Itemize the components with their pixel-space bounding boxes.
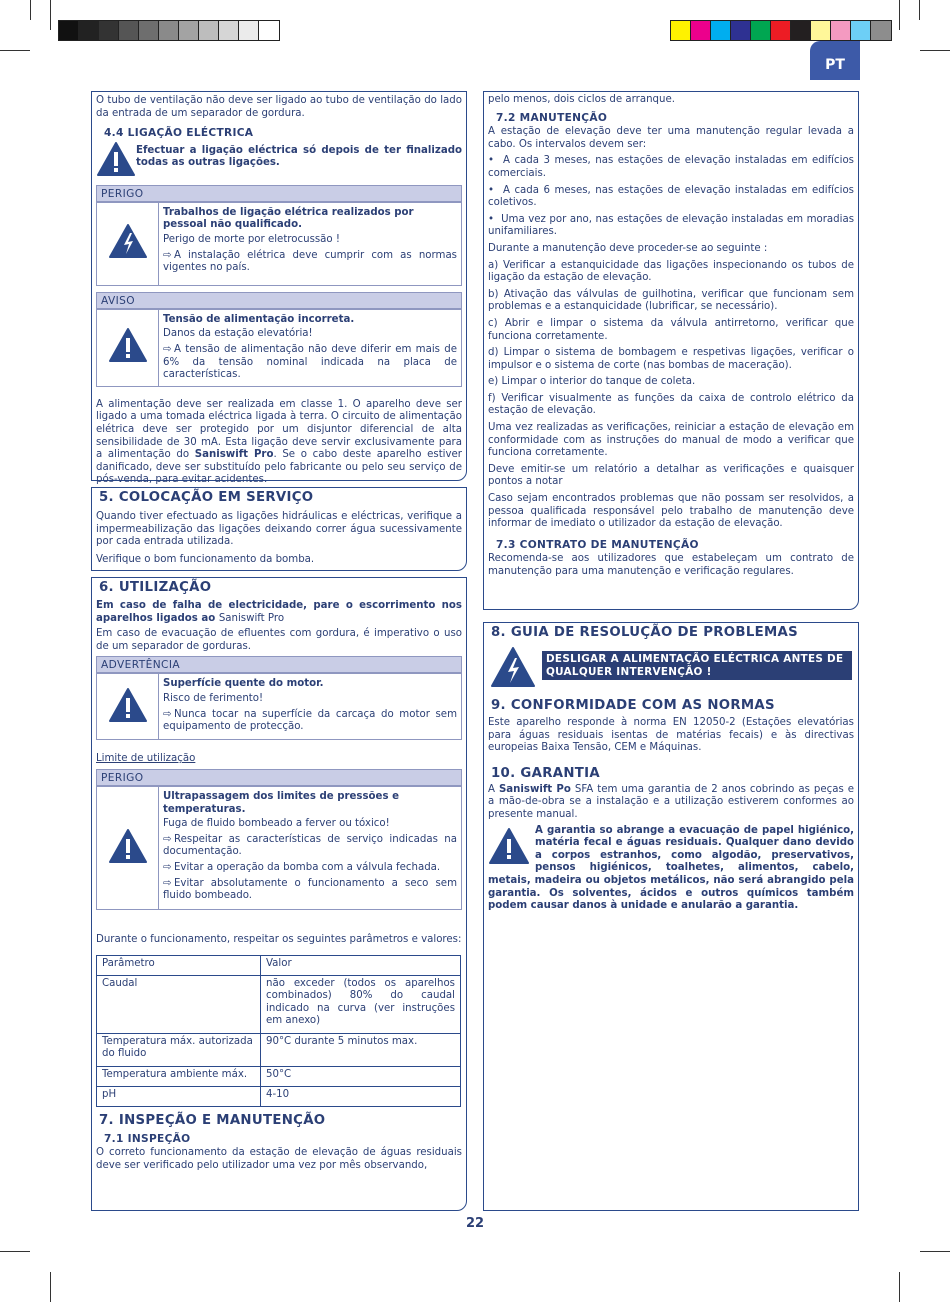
arrow-right-icon: ⇨ (163, 833, 172, 845)
box-electrical (91, 91, 467, 486)
pressure-danger-content (159, 786, 462, 909)
color-swatch (771, 21, 791, 40)
compliance-text: Este aparelho responde à norma EN 12050-2 (Estações elevatórias para águas residuais isentas de matérias fecais) e às directivas europeias Baixa Tensão, CEM e Máquinas. (488, 717, 854, 754)
color-swatch (851, 21, 871, 40)
interval-item: • A cada 6 meses, nas estações de elevação instaladas em edifícios coletivos. (488, 184, 854, 209)
color-swatch (751, 21, 771, 40)
notice-item: ⇨ A tensão de alimentação não deve diferir em mais de 6% da tensão nominal indicada na placa de características. (163, 343, 457, 381)
crop-mark (50, 0, 51, 30)
arrow-right-icon: ⇨ (163, 249, 172, 261)
color-swatch (59, 21, 79, 40)
color-swatch (79, 21, 99, 40)
pressure-danger-item: ⇨ Evitar absolutamente o funcionamento a seco sem fluido bombeado. (163, 877, 457, 902)
crop-mark (920, 1251, 950, 1252)
crop-mark (0, 1251, 30, 1252)
notice-title: Tensão de alimentação incorreta. (163, 313, 355, 325)
pressure-danger-table (96, 786, 462, 910)
disconnect-warning (488, 646, 854, 688)
table-row (97, 1086, 461, 1106)
parameters-table (96, 955, 461, 1107)
table-row (97, 975, 461, 1033)
section-6-title: 6. UTILIZAÇÃO (99, 580, 212, 595)
table-cell: pH (97, 1086, 261, 1106)
danger-icon-cell (97, 202, 159, 285)
maintenance-step: c) Abrir e limpar o sistema da válvula antirretorno, verificar que funciona corretamente. (488, 317, 854, 342)
usage-limit-heading: Limite de utilização (96, 753, 196, 765)
table-row (97, 1033, 461, 1066)
color-swatch (691, 21, 711, 40)
pressure-danger-line: Fuga de fluido bombeado a ferver ou tóxico! (163, 818, 390, 830)
warranty-warning (488, 825, 854, 913)
language-tab (810, 41, 860, 80)
color-swatch (239, 21, 259, 40)
electric-shock-icon (490, 646, 536, 688)
warranty-exclusions: A garantia so abrange a evacuação de papel higiénico, matéria fecal e águas residuais. Qualquer dano devido a corpos estranhos, como algodão, preservativos, pensos higiénicos, toalhetes, alimentos, cabelo, metais, madeira ou objetos metálicos, não será abrangido pela garantia. Os solventes, ácidos e outros químicos também podem causar danos à unidade e anularão a garantia. (488, 824, 854, 912)
notice-line: Danos da estação elevatória! (163, 328, 313, 340)
danger-content (159, 202, 462, 285)
caution-icon-cell (97, 674, 159, 740)
danger-title: Trabalhos de ligação elétrica realizados por pessoal não qualificado. (163, 206, 414, 231)
color-swatch (259, 21, 279, 40)
color-swatch (811, 21, 831, 40)
crop-mark (0, 50, 30, 51)
section-7-title: 7. INSPEÇÃO E MANUTENÇÃO (99, 1112, 326, 1128)
danger-bar: PERIGO (96, 185, 462, 202)
caution-bar: ADVERTÊNCIA (96, 656, 462, 673)
table-cell: não exceder (todos os aparelhos combinados) 80% do caudal indicado na curva (ver instruções em anexo) (261, 975, 461, 1033)
section-7-2-title: 7.2 MANUTENÇÃO (496, 111, 608, 124)
color-swatch (179, 21, 199, 40)
grease-text: Em caso de evacuação de efluentes com gordura, é imperativo o uso de um separador de gorduras. (96, 628, 462, 652)
maintenance-step: d) Limpar o sistema de bombagem e respetivas ligações, verificar o impulsor e o sistema de corte (nas bombas de maceração). (488, 347, 854, 371)
commissioning-text: Quando tiver efectuado as ligações hidráulicas e eléctricas, verifique a impermeabilização das ligações deixando correr água sucessivamente por cada entrada utilizada. (96, 511, 462, 548)
notice-table (96, 309, 462, 387)
gray-color-bar (58, 20, 280, 41)
warning-icon (96, 141, 136, 177)
color-swatch (711, 21, 731, 40)
box-maintenance (483, 91, 859, 610)
electrical-warning-text: Efectuar a ligação eléctrica só depois de ter finalizado todas as outras ligações. (136, 144, 462, 169)
caution-item: ⇨ Nunca tocar na superfície da carcaça do motor sem equipamento de protecção. (163, 708, 457, 733)
contract-text: Recomenda-se aos utilizadores que estabeleçam um contrato de manutenção para uma manutenção e verificação regulares. (488, 553, 854, 577)
crop-mark (899, 0, 900, 30)
disconnect-banner: DESLIGAR A ALIMENTAÇÃO ELÉCTRICA ANTES DE QUALQUER INTERVENÇÃO ! (542, 651, 852, 680)
caution-content (159, 674, 462, 740)
section-7-3-title: 7.3 CONTRATO DE MANUTENÇÃO (496, 538, 699, 551)
danger-bar: PERIGO (96, 769, 462, 786)
danger-line: Perigo de morte por eletrocussão ! (163, 233, 340, 245)
section-8-title: 8. GUIA DE RESOLUÇÃO DE PROBLEMAS (491, 625, 798, 640)
interval-item: • Uma vez por ano, nas estações de elevação instaladas em moradias unifamiliares. (488, 213, 854, 238)
box-usage (91, 577, 467, 1211)
ventilation-note: O tubo de ventilação não deve ser ligado ao tubo de ventilação do lado da entrada de um separador de gordura. (96, 95, 462, 119)
bullet-icon: • (488, 213, 502, 225)
color-swatch (119, 21, 139, 40)
danger-item: ⇨ A instalação elétrica deve cumprir com as normas vigentes no país. (163, 249, 457, 274)
warning-icon (108, 327, 148, 363)
color-swatch (791, 21, 811, 40)
table-header (97, 955, 461, 975)
box-troubleshooting (483, 622, 859, 1211)
process-color-bar (670, 20, 892, 41)
color-swatch (871, 21, 891, 40)
section-5-title: 5. COLOCAÇÃO EM SERVIÇO (99, 490, 314, 505)
page-number: 22 (465, 1216, 485, 1231)
commissioning-check: Verifique o bom funcionamento da bomba. (96, 553, 315, 565)
crop-mark (30, 0, 31, 20)
table-cell: Temperatura máx. autorizada do fluido (97, 1033, 261, 1066)
table-cell: 50°C (261, 1066, 461, 1086)
table-row (97, 1066, 461, 1086)
color-swatch (731, 21, 751, 40)
warning-icon (108, 828, 148, 864)
continuation-text: pelo menos, dois ciclos de arranque. (488, 94, 675, 105)
maintenance-step: b) Ativação das válvulas de guilhotina, verificar que funcionam sem problemas e a estanquicidade (lubrificar, se necessário). (488, 288, 854, 313)
box-commissioning (91, 487, 467, 571)
table-cell: Temperatura ambiente máx. (97, 1066, 261, 1086)
notice-icon-cell (97, 309, 159, 386)
crop-mark (919, 0, 920, 20)
inspection-text: O correto funcionamento da estação de elevação de águas residuais deve ser verificado pelo utilizador uma vez por mês observando, (96, 1147, 462, 1171)
table-header-cell: Valor (261, 955, 461, 975)
interval-item: • A cada 3 meses, nas estações de elevação instaladas em edifícios comerciais. (488, 155, 854, 179)
caution-title: Superfície quente do motor. (163, 678, 324, 690)
maintenance-step: f) Verificar visualmente as funções da caixa de controlo elétrico da estação de elevação. (488, 392, 854, 417)
color-swatch (199, 21, 219, 40)
maintenance-procedure: Durante a manutenção deve proceder-se ao seguinte : (488, 242, 768, 254)
table-header-cell: Parâmetro (97, 955, 261, 975)
crop-mark (50, 1272, 51, 1302)
danger-table (96, 202, 462, 286)
table-cell: 4-10 (261, 1086, 461, 1106)
color-swatch (99, 21, 119, 40)
section-9-title: 9. CONFORMIDADE COM AS NORMAS (491, 698, 775, 713)
table-cell: Caudal (97, 975, 261, 1033)
arrow-right-icon: ⇨ (163, 708, 172, 720)
maintenance-intro: A estação de elevação deve ter uma manutenção regular levada a cabo. Os intervalos devem ser: (488, 126, 854, 150)
notice-content (159, 309, 462, 386)
notice-bar: AVISO (96, 292, 462, 309)
pressure-danger-item: ⇨ Evitar a operação da bomba com a válvula fechada. (163, 861, 441, 873)
bullet-icon: • (488, 184, 503, 196)
report-text: Deve emitir-se um relatório a detalhar as verificações e quaisquer pontos a notar (488, 463, 854, 488)
table-cell: 90°C durante 5 minutos max. (261, 1033, 461, 1066)
maintenance-step: a) Verificar a estanquicidade das ligações inspecionando os tubos de ligação da estação de elevação. (488, 259, 854, 284)
color-swatch (219, 21, 239, 40)
bullet-icon: • (488, 155, 503, 167)
language-label: PT (825, 57, 845, 73)
warranty-text: A Saniswift Po SFA tem uma garantia de 2 anos cobrindo as peças e a mão-de-obra se a instalação e a utilização estiverem conformes ao presente manual. (488, 783, 854, 820)
maintenance-step: e) Limpar o interior do tanque de coleta. (488, 376, 696, 388)
section-10-title: 10. GARANTIA (491, 765, 600, 781)
color-swatch (159, 21, 179, 40)
section-4-4-title: 4.4 LIGAÇÃO ELÉCTRICA (104, 127, 254, 140)
power-supply-text: A alimentação deve ser realizada em classe 1. O aparelho deve ser ligado a uma tomada eléctrica ligada à terra. O circuito de alimentação elétrica deve ser protegido por um disjuntor diferencial de alta sensibilidade de 30 mA. Esta ligação deve servir exclusivamente para a alimentação do Saniswift Pro. Se o cabo deste aparelho estiver danificado, deve ser substituído pelo fabricante ou pelo seu serviço de pós-venda, para evitar acidentes. (96, 398, 463, 486)
arrow-right-icon: ⇨ (163, 343, 172, 355)
danger-icon-cell (97, 786, 159, 909)
section-7-1-title: 7.1 INSPEÇÃO (104, 1132, 191, 1145)
caution-table (96, 673, 462, 740)
parameters-intro: Durante o funcionamento, respeitar os seguintes parâmetros e valores: (96, 933, 462, 945)
warning-icon (108, 687, 148, 723)
crop-mark (920, 50, 950, 51)
electrical-warning (96, 141, 462, 179)
warning-icon (488, 827, 530, 865)
color-swatch (831, 21, 851, 40)
color-swatch (139, 21, 159, 40)
restart-text: Uma vez realizadas as verificações, reiniciar a estação de elevação em conformidade com as instruções do manual de modo a verificar que funciona corretamente. (488, 422, 854, 459)
arrow-right-icon: ⇨ (163, 877, 172, 889)
power-failure-text: Em caso de falha de electricidade, pare o escorrimento nos aparelhos ligados ao Saniswift Pro (96, 600, 462, 624)
crop-mark (899, 1272, 900, 1302)
problems-text: Caso sejam encontrados problemas que não possam ser resolvidos, a pessoa qualificada responsável pelo trabalho de manutenção deve informar de imediato o utilizador da estação de elevação. (488, 493, 854, 530)
pressure-danger-item: ⇨ Respeitar as características de serviço indicadas na documentação. (163, 833, 457, 858)
pressure-danger-title: Ultrapassagem dos limites de pressões e temperaturas. (163, 790, 399, 815)
color-swatch (671, 21, 691, 40)
caution-line: Risco de ferimento! (163, 692, 264, 704)
electric-shock-icon (108, 223, 148, 259)
arrow-right-icon: ⇨ (163, 861, 172, 873)
